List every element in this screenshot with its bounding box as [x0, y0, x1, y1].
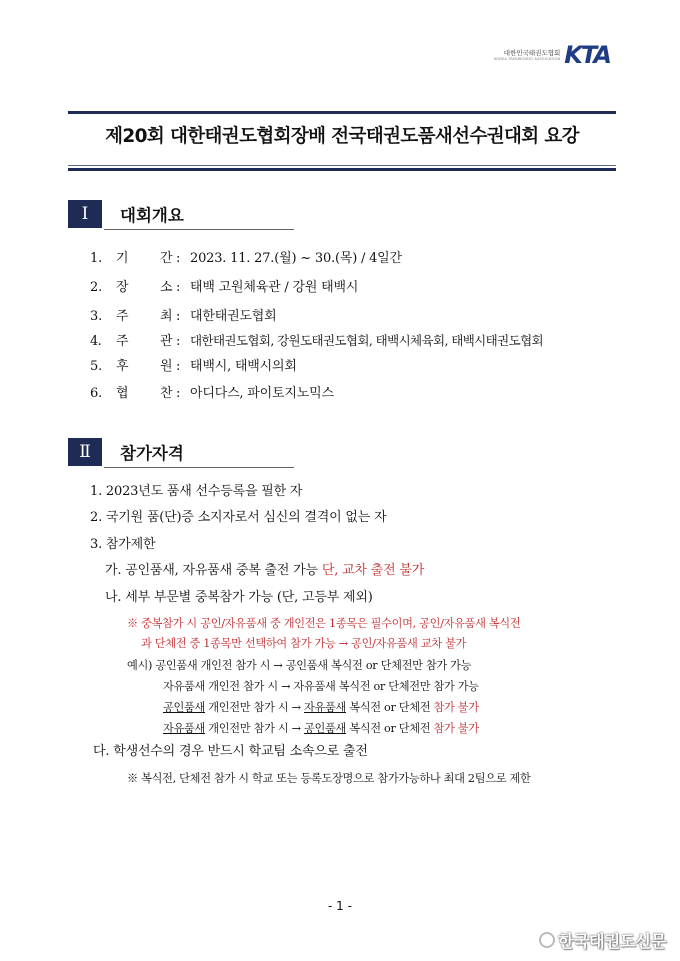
restriction-ga-warning: 단, 교차 출전 불가	[321, 563, 425, 578]
watermark-logo-icon	[539, 932, 555, 948]
kta-logo	[494, 40, 610, 70]
overview-num: 4.	[90, 334, 102, 349]
overview-row	[90, 385, 334, 403]
overview-num: 6.	[90, 386, 103, 401]
title-line-bottom-thin	[68, 165, 616, 166]
overview-row	[90, 279, 358, 297]
example-3-poomsae-c: 자유품새	[303, 701, 346, 714]
example-line-3	[163, 700, 479, 716]
restriction-na: 나. 세부 부문별 중복참가 가능 (단, 고등부 제외)	[105, 590, 373, 605]
overview-num: 3.	[90, 309, 103, 324]
section-1-number: Ⅰ	[68, 200, 102, 228]
overview-label-a: 기	[116, 251, 129, 266]
logo-mark-ta: TA	[580, 41, 610, 69]
overview-colon: :	[176, 251, 181, 266]
overview-label-b: 찬	[160, 386, 173, 401]
section-1-title: 대회개요	[120, 206, 184, 225]
overview-label-b: 소	[160, 280, 173, 295]
section-2-number: Ⅱ	[68, 438, 102, 466]
title-line-top	[68, 111, 616, 114]
example-3-text-d: 복식전 or 단체전	[345, 701, 434, 714]
overview-num: 1.	[90, 251, 103, 266]
overview-label-a: 주	[116, 309, 129, 324]
overview-colon: :	[176, 280, 181, 295]
overview-value: 태백시, 태백시의회	[190, 359, 297, 374]
overview-label-b: 간	[160, 251, 173, 266]
page-number: - 1 -	[328, 899, 352, 913]
overview-row	[90, 308, 277, 326]
overview-colon: :	[176, 334, 180, 349]
overview-colon: :	[176, 309, 181, 324]
overview-label-a: 주	[116, 334, 128, 349]
example-4-text-d: 복식전 or 단체전	[345, 722, 434, 735]
title-bar	[68, 111, 616, 171]
qualification-item-1: 1. 2023년도 품새 선수등록을 필한 자	[90, 484, 303, 499]
overview-label-a: 후	[116, 359, 129, 374]
note-school-team: ※ 복식전, 단체전 참가 시 학교 또는 등록도장명으로 참가가능하나 최대 2팀으로 제한	[127, 772, 531, 785]
example-4-text-b: 개인전만 참가 시 →	[205, 722, 304, 735]
overview-label-b: 최	[160, 309, 173, 324]
overview-row	[90, 250, 402, 268]
overview-value: 태백 고원체육관 / 강원 태백시	[190, 280, 359, 295]
watermark-text: 한국태권도신문	[557, 932, 666, 951]
overview-value: 대한태권도협회	[190, 309, 277, 324]
logo-text	[494, 49, 560, 62]
overview-colon: :	[176, 386, 181, 401]
document-title: 제20회 대한태권도협회장배 전국태권도품새선수권대회 요강	[105, 126, 579, 147]
restriction-ga	[105, 562, 424, 580]
overview-value: 아디다스, 파이토지노믹스	[190, 386, 334, 401]
logo-mark-k: K	[564, 41, 581, 69]
logo-org-english: KOREA TAEKWONDO ASSOCIATION	[494, 56, 561, 61]
overview-colon: :	[176, 359, 181, 374]
qualification-item-2: 2. 국기원 품(단)증 소지자로서 심신의 결격이 없는 자	[90, 510, 387, 525]
section-2-title: 참가자격	[120, 444, 184, 463]
section-2-underline	[104, 467, 294, 468]
overview-row	[90, 358, 297, 376]
example-4-not-allowed: 참가 불가	[433, 722, 479, 735]
restriction-da: 다. 학생선수의 경우 반드시 학교팀 소속으로 출전	[93, 744, 368, 759]
overview-label-a: 협	[116, 386, 129, 401]
overview-label-a: 장	[116, 280, 129, 295]
overview-label-b: 원	[160, 359, 173, 374]
title-line-bottom	[68, 168, 616, 171]
example-4-poomsae-a: 자유품새	[163, 722, 206, 735]
overview-num: 5.	[90, 359, 103, 374]
overview-label-b: 관	[160, 334, 172, 349]
section-1-underline	[104, 229, 294, 230]
example-line-4	[163, 721, 479, 737]
note-duplicate-line-2: 과 단체전 중 1종목만 선택하여 참가 가능 → 공인/자유품새 교차 불가	[141, 637, 467, 650]
example-4-poomsae-c: 공인품새	[303, 722, 346, 735]
section-1-header	[68, 200, 228, 230]
section-2-header	[68, 438, 228, 468]
overview-row	[90, 332, 543, 351]
example-3-not-allowed: 참가 불가	[433, 701, 479, 714]
qualification-item-3: 3. 참가제한	[90, 537, 156, 552]
logo-mark	[564, 41, 610, 69]
example-3-text-b: 개인전만 참가 시 →	[205, 701, 304, 714]
note-duplicate-line-1: ※ 중복참가 시 공인/자유품새 중 개인전은 1종목은 필수이며, 공인/자유품새 복식전	[127, 617, 521, 630]
example-line-1: 예시) 공인품새 개인전 참가 시 → 공인품새 복식전 or 단체전만 참가 가능	[127, 659, 472, 672]
watermark	[539, 928, 666, 952]
example-line-2: 자유품새 개인전 참가 시 → 자유품새 복식전 or 단체전만 참가 가능	[163, 680, 479, 693]
overview-value: 2023. 11. 27.(월) ~ 30.(목) / 4일간	[190, 251, 402, 266]
restriction-ga-text: 가. 공인품새, 자유품새 중복 출전 가능	[105, 563, 318, 578]
overview-value: 대한태권도협회, 강원도태권도협회, 태백시체육회, 태백시태권도협회	[190, 333, 544, 348]
logo-org-korean: 대한민국태권도협회	[503, 48, 561, 57]
overview-num: 2.	[90, 280, 103, 295]
example-3-poomsae-a: 공인품새	[163, 701, 206, 714]
